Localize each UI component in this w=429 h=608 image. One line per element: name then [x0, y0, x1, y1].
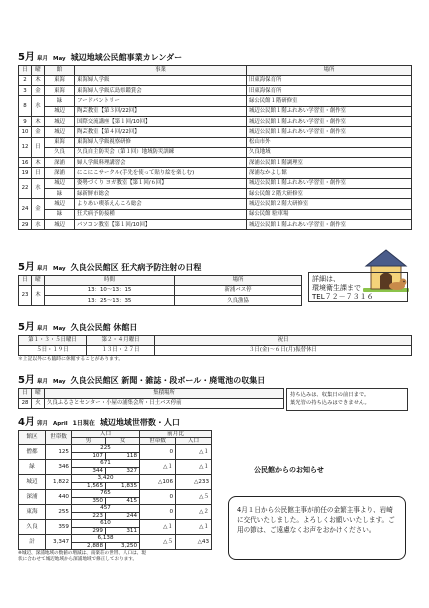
calendar-hall: 久良: [45, 147, 75, 157]
population-row: [19, 460, 212, 468]
population-male: 350: [72, 497, 106, 505]
holiday-sunday-dates: ５日・１９日: [19, 345, 87, 355]
calendar-row: [19, 137, 412, 147]
rabies-header: [18, 262, 302, 274]
holiday-kanji-month: 皐月: [36, 326, 48, 332]
calendar-col-place: 場所: [247, 65, 412, 75]
calendar-dow: 木: [32, 158, 45, 168]
population-total: 765: [72, 490, 140, 498]
population-male: 223: [72, 512, 106, 520]
rabies-place: 久良漁協: [175, 296, 302, 306]
population-title: 城辺地域世帯数・人口: [99, 418, 180, 427]
calendar-hall: 城辺: [45, 178, 75, 188]
rabies-day: 23: [19, 285, 32, 306]
population-diff-households: 0: [140, 505, 176, 520]
calendar-row: [19, 96, 412, 106]
calendar-dow: 木: [32, 75, 45, 85]
population-households: 359: [46, 520, 72, 535]
population-female: 1,835: [106, 482, 140, 490]
calendar-row: [19, 199, 412, 209]
population-row: [19, 475, 212, 483]
collection-table: [18, 388, 284, 410]
population-female: 327: [106, 467, 140, 475]
notice-box: [228, 496, 406, 560]
population-total: 610: [72, 520, 140, 528]
population-diff-households: △１: [140, 460, 176, 475]
calendar-dow: 金: [32, 86, 45, 96]
collection-header: [18, 375, 284, 387]
calendar-day: 12: [19, 137, 32, 158]
calendar-hall: 東海: [45, 75, 75, 85]
calendar-hall: 東海: [45, 137, 75, 147]
calendar-day: 9: [19, 116, 32, 126]
rabies-dow: 木: [32, 285, 45, 306]
calendar-dow: 金: [32, 199, 45, 220]
population-diff-population: △１: [176, 520, 212, 535]
notice-body: 4月１日から公民館主事が前任の金繁主事より、岩崎に交代いたしました。よろしくお願いいたします。ご用の節は、ご遠慮なくお声をおかけください。: [237, 506, 395, 535]
collection-kanji-month: 皐月: [36, 379, 48, 385]
rabies-table: [18, 275, 302, 307]
population-female: 244: [106, 512, 140, 520]
calendar-event: 陶芸教室【第４回/22回】: [75, 127, 247, 137]
calendar-dow: 日: [32, 168, 45, 178]
holiday-monday-dates: １３日・２７日: [87, 345, 155, 355]
population-female: 3,250: [106, 542, 140, 550]
calendar-day: 10: [19, 127, 32, 137]
holiday-col-monday: 第２・４月曜日: [87, 335, 155, 345]
calendar-header-row: [19, 65, 412, 75]
calendar-event: 緑新鮮市総会: [75, 189, 247, 199]
population-note: ※城辺、深浦地域の数値の増減は、南楽荘の世帯、人口は、現: [18, 551, 146, 557]
calendar-place: 旧東海保育所: [247, 86, 412, 96]
calendar-day: 16: [19, 158, 32, 168]
holiday-table: [18, 335, 412, 357]
calendar-event: 久良自主防災会（第１回）地域防災訓練: [75, 147, 247, 157]
population-households: 125: [46, 445, 72, 460]
population-total: 671: [72, 460, 140, 468]
population-table: [18, 430, 212, 551]
calendar-day: 19: [19, 168, 32, 178]
population-diff-households: △106: [140, 475, 176, 490]
collection-col-place: 集積場所: [45, 388, 284, 398]
collection-month: 5月: [18, 375, 35, 386]
population-hall: 城辺: [19, 475, 46, 490]
calendar-hall: 緑: [45, 209, 75, 219]
calendar-row: [19, 189, 412, 199]
calendar-hall: 城辺: [45, 199, 75, 209]
contact-line: 詳細は、: [312, 275, 340, 283]
population-col-hall: 館区: [19, 430, 46, 445]
population-hall: 東海: [19, 505, 46, 520]
calendar-col-event: 事業: [75, 65, 247, 75]
holiday-header: [18, 322, 412, 334]
calendar-place: 緑公民館１階研修室: [247, 96, 412, 106]
population-row: [19, 445, 212, 453]
calendar-table: [18, 65, 412, 231]
collection-en-month: May: [52, 379, 66, 385]
population-en-month: April: [52, 421, 68, 427]
holiday-col-sunday: 第１・３・５日曜日: [19, 335, 87, 345]
population-col-prev-population: 人口: [176, 437, 212, 444]
calendar-event: 姿勢づくり ヨガ教室【第１回/６回】: [75, 178, 247, 188]
population-diff-households: △５: [140, 535, 176, 550]
rabies-row: [19, 296, 302, 306]
rabies-title: 久良公民館区 狂犬病予防注射の日程: [70, 263, 202, 272]
population-households: 3,347: [46, 535, 72, 550]
calendar-day: 24: [19, 199, 32, 220]
notice-title: 公民館からのお知らせ: [254, 466, 324, 474]
contact-line: 環境衛生課まで: [312, 283, 361, 292]
calendar-kanji-month: 皐月: [36, 56, 48, 62]
holiday-values-row: [19, 345, 412, 355]
population-total: 457: [72, 505, 140, 513]
calendar-row: [19, 127, 412, 137]
population-hall: 計: [19, 535, 46, 550]
population-header: [18, 417, 212, 429]
collection-col-dow: 曜: [32, 388, 45, 398]
population-body: [19, 445, 212, 550]
population-month: 4月: [18, 417, 35, 428]
holiday-header-row: [19, 335, 412, 345]
holiday-en-month: May: [52, 326, 66, 332]
calendar-hall: 城辺: [45, 106, 75, 116]
population-households: 440: [46, 490, 72, 505]
calendar-place: 城辺公民館１階ふれあい学習室・創作室: [247, 219, 412, 229]
calendar-place: 旧東海保育所: [247, 75, 412, 85]
collection-col-day: 日: [19, 388, 32, 398]
collection-dow: 火: [32, 398, 45, 408]
collection-place: 久良ふるさとセンター・小屋の浦集会所・日土バス停前: [45, 398, 284, 408]
holiday-title: 久良公民館 休館日: [70, 323, 138, 332]
calendar-place: 城辺公民館２階大研修室: [247, 199, 412, 209]
calendar-event: よりあい喫茶えんころ総会: [75, 199, 247, 209]
population-diff-population: △１: [176, 460, 212, 475]
calendar-place: 城辺公民館１階ふれあい学習室・創作室: [247, 106, 412, 116]
calendar-col-day: 日: [19, 65, 32, 75]
calendar-event: フードパントリー: [75, 96, 247, 106]
collection-note: 葉光管の持ち込みはできません。: [290, 400, 370, 407]
calendar-dow: 水: [32, 219, 45, 229]
calendar-hall: 深浦: [45, 158, 75, 168]
rabies-kanji-month: 皐月: [36, 266, 48, 272]
population-notes: [18, 551, 212, 562]
population-diff-population: △43: [176, 535, 212, 550]
calendar-dow: 木: [32, 116, 45, 126]
calendar-event: パソコン教室【第１回/10回】: [75, 219, 247, 229]
calendar-dow: 水: [32, 178, 45, 199]
population-male: 2,888: [72, 542, 106, 550]
calendar-event: 東海婦人学級視察研修: [75, 137, 247, 147]
population-male: 299: [72, 527, 106, 535]
population-diff-households: △１: [140, 520, 176, 535]
calendar-header: [18, 52, 412, 64]
calendar-place: 緑公民館２階大研修室: [247, 189, 412, 199]
population-col-population: 人口: [72, 430, 140, 437]
calendar-row: [19, 158, 412, 168]
population-male: 344: [72, 467, 106, 475]
calendar-event: にこにこサークル(手先を使って貼り絵を楽しむ): [75, 168, 247, 178]
rabies-time: 13：25～13：35: [45, 296, 175, 306]
population-hall: 緑: [19, 460, 46, 475]
collection-section: [18, 375, 284, 409]
calendar-day: 22: [19, 178, 32, 199]
calendar-hall: 緑: [45, 96, 75, 106]
calendar-event: 狂犬病予防接種: [75, 209, 247, 219]
population-hall: 深浦: [19, 490, 46, 505]
population-diff-households: 0: [140, 490, 176, 505]
calendar-place: 城辺公民館１階ふれあい学習室・創作室: [247, 127, 412, 137]
calendar-event: 婦人学級料理講習会: [75, 158, 247, 168]
calendar-row: [19, 168, 412, 178]
calendar-row: [19, 178, 412, 188]
population-female: 415: [106, 497, 140, 505]
calendar-row: [19, 147, 412, 157]
population-row: [19, 520, 212, 528]
rabies-time: 13：10～13：15: [45, 285, 175, 295]
rabies-col-time: 時間: [45, 275, 175, 285]
calendar-section: [18, 52, 412, 230]
population-diff-population: △233: [176, 475, 212, 490]
calendar-place: 松山市外: [247, 137, 412, 147]
calendar-row: [19, 116, 412, 126]
contact-phone: TEL７２－７３１６: [312, 292, 374, 301]
population-diff-population: △５: [176, 490, 212, 505]
population-row: [19, 490, 212, 498]
rabies-col-dow: 曜: [32, 275, 45, 285]
population-diff-population: △１: [176, 445, 212, 460]
calendar-place: 緑公民館 駐車場: [247, 209, 412, 219]
collection-notes-box: [286, 388, 408, 411]
population-male: 107: [72, 452, 106, 460]
calendar-row: [19, 106, 412, 116]
calendar-col-hall: 館: [45, 65, 75, 75]
rabies-col-day: 日: [19, 275, 32, 285]
calendar-place: 久良地域: [247, 147, 412, 157]
collection-note: 持ち込みは、収集日の前日まで。: [290, 392, 370, 398]
calendar-hall: 城辺: [45, 116, 75, 126]
population-row: [19, 535, 212, 543]
calendar-day: 8: [19, 96, 32, 117]
population-female: 311: [106, 527, 140, 535]
collection-row: [19, 398, 284, 408]
calendar-event: 国際交流講座【第１回/10回】: [75, 116, 247, 126]
population-male: 1,565: [72, 482, 106, 490]
population-diff-households: 0: [140, 445, 176, 460]
calendar-body: [19, 75, 412, 229]
calendar-row: [19, 75, 412, 85]
calendar-place: 深浦なかよし館: [247, 168, 412, 178]
population-total: 3,420: [72, 475, 140, 483]
holiday-col-national: 祝日: [155, 335, 412, 345]
population-hall: 僧都: [19, 445, 46, 460]
collection-title: 久良公民館区 新聞・雑誌・段ボール・廃電池の収集日: [70, 376, 266, 385]
calendar-dow: 金: [32, 127, 45, 137]
collection-header-row: [19, 388, 284, 398]
population-col-male: 男: [72, 437, 106, 444]
holiday-month: 5月: [18, 322, 35, 333]
calendar-event: 東海婦人学級広島県鑑賞会: [75, 86, 247, 96]
rabies-place: 新浦バス停: [175, 285, 302, 295]
collection-day: 28: [19, 398, 32, 408]
calendar-hall: 城辺: [45, 219, 75, 229]
population-total: 225: [72, 445, 140, 453]
holiday-national-dates: ３日(金)～６日(月)振替休日: [155, 345, 412, 355]
calendar-place: 深浦公民館１階調理室: [247, 158, 412, 168]
calendar-hall: 深浦: [45, 168, 75, 178]
calendar-event: 東海婦人学級: [75, 75, 247, 85]
population-col-prev-households: 世帯数: [140, 437, 176, 444]
population-diff-population: △２: [176, 505, 212, 520]
rabies-en-month: May: [52, 266, 66, 272]
population-header-row: [19, 430, 212, 437]
rabies-month: 5月: [18, 262, 35, 273]
calendar-place: 城辺公民館１階ふれあい学習室・創作室: [247, 178, 412, 188]
calendar-col-dow: 曜: [32, 65, 45, 75]
population-section: [18, 417, 212, 563]
population-row: [19, 505, 212, 513]
calendar-event: 陶芸教室【第３回/22回】: [75, 106, 247, 116]
population-col-households: 世帯数: [46, 430, 72, 445]
population-households: 255: [46, 505, 72, 520]
rabies-header-row: [19, 275, 302, 285]
calendar-hall: 東海: [45, 86, 75, 96]
calendar-en-month: May: [52, 56, 66, 62]
holiday-section: [18, 322, 412, 363]
calendar-row: [19, 86, 412, 96]
population-kanji-month: 卯月: [36, 421, 48, 427]
calendar-title: 城辺地域公民館事業カレンダー: [70, 53, 183, 62]
calendar-hall: 城辺: [45, 127, 75, 137]
calendar-day: 3: [19, 86, 32, 96]
rabies-col-place: 場所: [175, 275, 302, 285]
calendar-place: 城辺公民館１階ふれあい学習室・創作室: [247, 116, 412, 126]
calendar-row: [19, 209, 412, 219]
calendar-dow: 水: [32, 96, 45, 117]
rabies-contact-box: [308, 272, 408, 302]
population-note: 状に合わせて城辺地域から深浦地域で修正しております。: [18, 557, 138, 563]
calendar-month: 5月: [18, 52, 35, 63]
calendar-hall: 緑: [45, 189, 75, 199]
calendar-row: [19, 219, 412, 229]
population-date-label: 1日現在: [72, 420, 95, 427]
rabies-section: [18, 262, 302, 306]
population-col-female: 女: [106, 437, 140, 444]
calendar-day: 29: [19, 219, 32, 229]
population-households: 1,822: [46, 475, 72, 490]
calendar-day: 2: [19, 75, 32, 85]
calendar-dow: 日: [32, 137, 45, 158]
holiday-note: ＊上記以外にも臨時に休館することがあります。: [18, 357, 124, 363]
population-households: 346: [46, 460, 72, 475]
population-female: 118: [106, 452, 140, 460]
population-total: 6,138: [72, 535, 140, 543]
population-col-prev-month: 前月比: [140, 430, 212, 437]
population-hall: 久良: [19, 520, 46, 535]
rabies-row: [19, 285, 302, 295]
